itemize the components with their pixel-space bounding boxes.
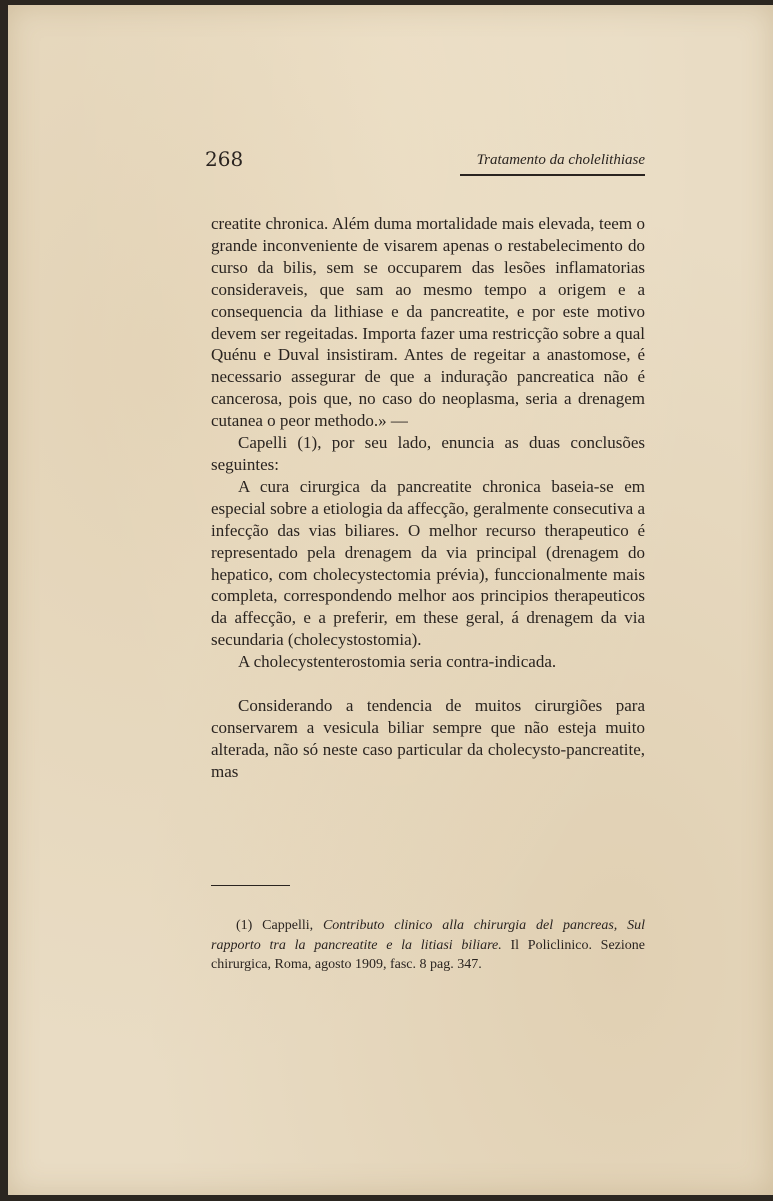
paragraph-considerando: Considerando a tendencia de muitos cirurgiões para conservarem a vesicula biliar sempre que não esteja muito alterada, não só neste caso particular da cholecysto-pancreatite, mas	[211, 696, 645, 781]
footnote-title: Contributo clinico alla chirurgia del pancreas, Sul rapporto tra la pancreatite e la litiasi biliare.	[211, 918, 646, 953]
footnote-source: Il Policlinico. Sezione chirurgica, Roma, agosto 1909, fasc. 8 pag. 347.	[211, 937, 645, 972]
footnote	[211, 916, 645, 975]
header-rule	[460, 174, 645, 176]
paragraph-capelli: Capelli (1), por seu lado, enuncia as duas conclusões seguintes:	[211, 433, 645, 474]
footnote-marker: (1)	[236, 918, 263, 933]
running-head: Tratamento da cholelithiase	[476, 152, 645, 168]
body-text	[211, 213, 645, 783]
book-page	[8, 5, 773, 1195]
footnote-author: Cappelli,	[262, 918, 323, 933]
paragraph-conclusion-2: A cholecystenterostomia seria contra-indicada.	[238, 652, 557, 672]
footnote-rule	[211, 885, 290, 886]
page-number: 268	[205, 147, 244, 171]
paragraph-continuation: creatite chronica. Além duma mortalidade mais elevada, teem o grande inconveniente de visarem apenas o restabelecimento do curso da bilis, sem se occuparem das lesões inflamatorias consideraveis, que sam ao mesmo tempo a origem e a consequencia da lithiase e da pancreatite, e por este motivo devem ser regeitadas. Importa fazer uma restricção sobre a qual Quénu e Duval insistiram. Antes de regeitar a anastomose, é necessario assegurar de que a induração pancreatica não é cancerosa, pois que, no caso do neoplasma, seria a drenagem cutanea o peor methodo.» —	[211, 214, 645, 431]
paragraph-conclusion-1: A cura cirurgica da pancreatite chronica baseia-se em especial sobre a etiologia da affecção, geralmente consecutiva a infecção das vias biliares. O melhor recurso therapeutico é representado pela drenagem da via principal (drenagem do hepatico, com cholecystectomia prévia), funccionalmente mais completa, correspondendo melhor aos principios therapeuticos da affecção, e a preferir, em these geral, á drenagem da via secundaria (cholecystostomia).	[211, 476, 645, 650]
